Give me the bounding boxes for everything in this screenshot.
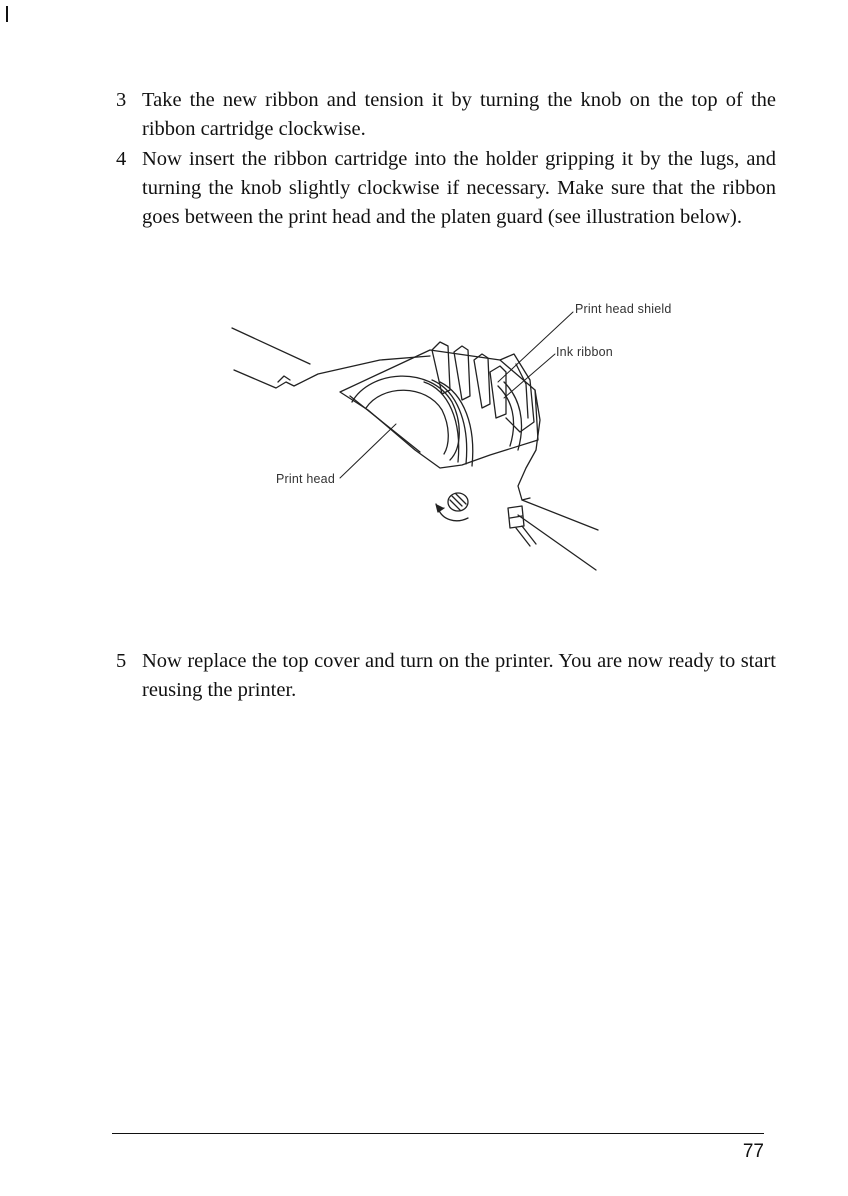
- ribbon-cartridge-illustration: [200, 290, 700, 590]
- step-text: Now insert the ribbon cartridge into the holder gripping it by the lugs, and turning the knob slightly clockwise if necessary. Make sure that the ribbon goes between the print head and the platen guard (see illustration below).: [142, 148, 776, 228]
- ribbon-holder: [340, 350, 538, 468]
- instruction-step: [116, 86, 776, 144]
- leader-line: [504, 354, 555, 398]
- carriage-rail: [232, 328, 310, 364]
- leader-line: [340, 424, 396, 478]
- label-ink-ribbon: Ink ribbon: [556, 345, 613, 359]
- step-text: Take the new ribbon and tension it by turning the knob on the top of the ribbon cartridge clockwise.: [142, 89, 776, 140]
- illustration-drawing: [200, 290, 700, 590]
- label-print-head-shield: Print head shield: [575, 302, 672, 316]
- instruction-step: [116, 647, 776, 705]
- step-text: Now replace the top cover and turn on the printer. You are now ready to start reusing the printer.: [142, 650, 776, 701]
- label-print-head: Print head: [276, 472, 335, 486]
- page-number: 77: [742, 1141, 764, 1162]
- carriage-edge: [234, 356, 430, 388]
- margin-mark: [6, 6, 8, 22]
- print-head-body: [352, 376, 459, 460]
- instruction-step: [116, 145, 776, 232]
- footer-rule: [112, 1133, 764, 1134]
- step-number: 5: [116, 650, 127, 672]
- step-number: 4: [116, 148, 127, 170]
- step-number: 3: [116, 89, 127, 111]
